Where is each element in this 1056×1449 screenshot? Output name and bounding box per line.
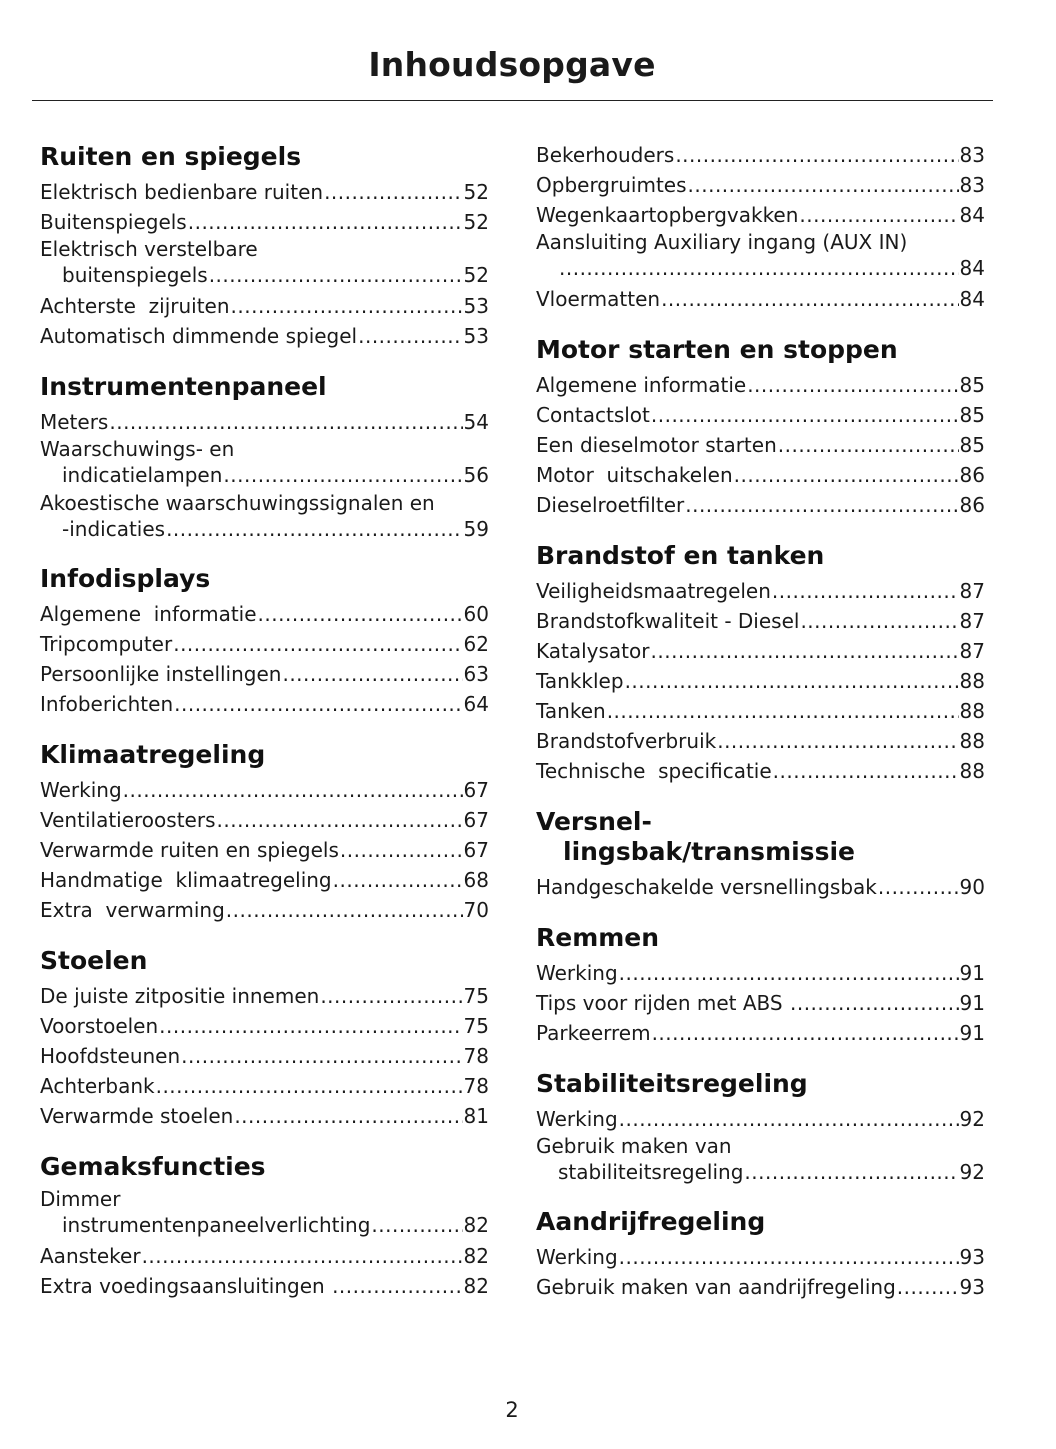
entry-title: Algemene informatie bbox=[536, 373, 747, 397]
entry-row bbox=[40, 1101, 489, 1131]
entry-row bbox=[536, 1104, 985, 1134]
toc-entry[interactable] bbox=[536, 490, 985, 520]
entry-title: Contactslot bbox=[536, 403, 650, 427]
toc-entry[interactable] bbox=[40, 1101, 489, 1131]
toc-entry[interactable] bbox=[536, 756, 985, 786]
toc-entry[interactable] bbox=[536, 666, 985, 696]
entry-title: Aansteker bbox=[40, 1244, 141, 1268]
entry-title: Elektrisch bedienbare ruiten bbox=[40, 180, 324, 204]
dot-leader bbox=[258, 599, 463, 629]
toc-section bbox=[40, 564, 489, 719]
entry-page-number: 85 bbox=[959, 373, 985, 397]
entry-row bbox=[40, 407, 489, 437]
dot-leader bbox=[772, 576, 959, 606]
dot-leader bbox=[734, 460, 959, 490]
entry-page-number: 90 bbox=[959, 875, 985, 899]
dot-leader bbox=[651, 400, 959, 430]
entry-row bbox=[40, 689, 489, 719]
dot-leader bbox=[651, 636, 959, 666]
entry-page-number: 87 bbox=[959, 639, 985, 663]
dot-leader bbox=[652, 1018, 959, 1048]
entry-title: Voorstoelen bbox=[40, 1014, 159, 1038]
entry-page-number: 93 bbox=[959, 1245, 985, 1269]
toc-section bbox=[536, 335, 985, 520]
toc-section bbox=[536, 140, 985, 314]
page-title: Inhoudsopgave bbox=[368, 45, 656, 84]
toc-entry[interactable] bbox=[40, 805, 489, 835]
toc-section bbox=[536, 807, 985, 902]
entry-title: Infoberichten bbox=[40, 692, 174, 716]
entry-title: Verwarmde stoelen bbox=[40, 1104, 234, 1128]
entry-title: Extra verwarming bbox=[40, 898, 225, 922]
entry-page-number: 53 bbox=[463, 294, 489, 318]
toc-entry[interactable] bbox=[40, 1041, 489, 1071]
entry-row bbox=[536, 490, 985, 520]
entry-row bbox=[40, 1211, 489, 1239]
toc-entry[interactable] bbox=[536, 200, 985, 230]
entry-page-number: 56 bbox=[463, 463, 489, 487]
toc-entry[interactable] bbox=[40, 1011, 489, 1041]
toc-entry[interactable] bbox=[536, 400, 985, 430]
entry-title: buitenspiegels bbox=[62, 263, 208, 287]
dot-leader bbox=[878, 872, 959, 902]
dot-leader bbox=[773, 756, 959, 786]
entry-page-number: 54 bbox=[463, 410, 489, 434]
toc-section bbox=[40, 372, 489, 543]
dot-leader bbox=[173, 629, 462, 659]
section-heading[interactable] bbox=[40, 740, 489, 770]
entry-row bbox=[536, 666, 985, 696]
toc-entry[interactable] bbox=[536, 1134, 985, 1186]
entry-row bbox=[536, 696, 985, 726]
toc-entry[interactable] bbox=[536, 1272, 985, 1302]
entry-page-number: 75 bbox=[463, 984, 489, 1008]
entry-row bbox=[40, 461, 489, 489]
dot-leader bbox=[181, 1041, 462, 1071]
entry-title-line1: Elektrisch verstelbare bbox=[40, 237, 258, 261]
entry-title: Brandstofkwaliteit - Diesel bbox=[536, 609, 800, 633]
entry-row bbox=[40, 1071, 489, 1101]
dot-leader bbox=[619, 1104, 959, 1134]
toc-entry[interactable] bbox=[40, 629, 489, 659]
entry-title: Motor uitschakelen bbox=[536, 463, 733, 487]
toc-entry[interactable] bbox=[536, 284, 985, 314]
entry-row bbox=[536, 254, 985, 282]
toc-entry[interactable] bbox=[536, 958, 985, 988]
entry-page-number: 68 bbox=[463, 868, 489, 892]
dot-leader bbox=[675, 140, 958, 170]
dot-leader bbox=[282, 659, 462, 689]
dot-leader bbox=[332, 1271, 462, 1301]
toc-section bbox=[536, 923, 985, 1048]
entry-page-number: 93 bbox=[959, 1275, 985, 1299]
section-heading-text: Brandstof en tanken bbox=[536, 541, 825, 570]
entry-title: Tripcomputer bbox=[40, 632, 173, 656]
dot-leader bbox=[688, 170, 959, 200]
entry-page-number: 59 bbox=[463, 517, 489, 541]
dot-leader bbox=[607, 696, 959, 726]
entry-row bbox=[536, 606, 985, 636]
toc-section bbox=[536, 541, 985, 786]
entry-title: Werking bbox=[40, 778, 122, 802]
section-heading-text: Ruiten en spiegels bbox=[40, 142, 302, 171]
section-heading[interactable] bbox=[536, 335, 985, 365]
entry-title: Katalysator bbox=[536, 639, 650, 663]
dot-leader bbox=[800, 606, 958, 636]
entry-row bbox=[536, 726, 985, 756]
entry-page-number: 86 bbox=[959, 493, 985, 517]
entry-page-number: 60 bbox=[463, 602, 489, 626]
entry-title: Veiligheidsmaatregelen bbox=[536, 579, 771, 603]
toc-entry[interactable] bbox=[40, 207, 489, 237]
entry-page-number: 91 bbox=[959, 991, 985, 1015]
dot-leader bbox=[747, 370, 958, 400]
entry-row bbox=[536, 170, 985, 200]
entry-title: Persoonlijke instellingen bbox=[40, 662, 282, 686]
entry-title: Vloermatten bbox=[536, 287, 661, 311]
title-divider bbox=[32, 100, 993, 101]
entry-page-number: 84 bbox=[959, 203, 985, 227]
dot-leader bbox=[109, 407, 462, 437]
section-heading-text: Motor starten en stoppen bbox=[536, 335, 898, 364]
toc-entry[interactable] bbox=[40, 865, 489, 895]
entry-page-number: 88 bbox=[959, 759, 985, 783]
entry-page-number: 92 bbox=[959, 1160, 985, 1184]
entry-row bbox=[40, 865, 489, 895]
entry-title: Verwarmde ruiten en spiegels bbox=[40, 838, 339, 862]
page-number: 2 bbox=[505, 1398, 519, 1422]
toc-entry[interactable] bbox=[40, 659, 489, 689]
dot-leader bbox=[320, 981, 462, 1011]
section-heading-text: Klimaatregeling bbox=[40, 740, 266, 769]
toc-entry[interactable] bbox=[536, 696, 985, 726]
entry-title-line1: Aansluiting Auxiliary ingang (AUX IN) bbox=[536, 230, 908, 254]
dot-leader bbox=[223, 461, 462, 489]
entry-title: Werking bbox=[536, 1245, 618, 1269]
dot-leader bbox=[156, 1071, 463, 1101]
entry-title: instrumentenpaneelverlichting bbox=[62, 1213, 371, 1237]
dot-leader bbox=[625, 666, 959, 696]
dot-leader bbox=[661, 284, 958, 314]
entry-row bbox=[40, 895, 489, 925]
toc-entry[interactable] bbox=[40, 1271, 489, 1301]
entry-page-number: 67 bbox=[463, 808, 489, 832]
toc-section bbox=[536, 1207, 985, 1302]
toc-section bbox=[40, 740, 489, 925]
entry-title: Hoofdsteunen bbox=[40, 1044, 181, 1068]
entry-row bbox=[40, 835, 489, 865]
dot-leader bbox=[324, 177, 462, 207]
section-heading[interactable] bbox=[536, 541, 985, 571]
entry-title: Technische specificatie bbox=[536, 759, 772, 783]
entry-title: Werking bbox=[536, 1107, 618, 1131]
entry-row bbox=[40, 291, 489, 321]
toc-entry[interactable] bbox=[40, 599, 489, 629]
entry-row bbox=[536, 284, 985, 314]
dot-leader bbox=[333, 865, 463, 895]
entry-page-number: 64 bbox=[463, 692, 489, 716]
entry-row bbox=[536, 1272, 985, 1302]
dot-leader bbox=[685, 490, 958, 520]
entry-title: Gebruik maken van aandrijfregeling bbox=[536, 1275, 896, 1299]
dot-leader bbox=[159, 1011, 462, 1041]
entry-row bbox=[536, 988, 985, 1018]
section-heading[interactable] bbox=[40, 1152, 489, 1182]
toc-entry[interactable] bbox=[536, 430, 985, 460]
toc-entry[interactable] bbox=[536, 636, 985, 666]
entry-row bbox=[40, 805, 489, 835]
toc-section bbox=[40, 946, 489, 1131]
section-heading-text: Stabiliteitsregeling bbox=[536, 1069, 808, 1098]
dot-leader bbox=[188, 207, 463, 237]
toc-entry[interactable] bbox=[40, 177, 489, 207]
dot-leader bbox=[744, 1158, 958, 1186]
entry-page-number: 88 bbox=[959, 699, 985, 723]
toc-entry[interactable] bbox=[536, 1018, 985, 1048]
dot-leader bbox=[717, 726, 958, 756]
toc-entry[interactable] bbox=[40, 321, 489, 351]
entry-page-number: 75 bbox=[463, 1014, 489, 1038]
entry-title: Algemene informatie bbox=[40, 602, 257, 626]
entry-page-number: 85 bbox=[959, 433, 985, 457]
toc-entry[interactable] bbox=[40, 407, 489, 437]
section-heading-text: Stoelen bbox=[40, 946, 148, 975]
entry-page-number: 52 bbox=[463, 180, 489, 204]
entry-row bbox=[40, 659, 489, 689]
entry-title: Buitenspiegels bbox=[40, 210, 187, 234]
entry-page-number: 83 bbox=[959, 143, 985, 167]
dot-leader bbox=[897, 1272, 959, 1302]
entry-title-line1: Gebruik maken van bbox=[536, 1134, 732, 1158]
entry-title: Tanken bbox=[536, 699, 606, 723]
entry-page-number: 88 bbox=[959, 729, 985, 753]
toc-entry[interactable] bbox=[40, 291, 489, 321]
entry-title-line1: Waarschuwings- en bbox=[40, 437, 235, 461]
entry-page-number: 52 bbox=[463, 210, 489, 234]
dot-leader bbox=[123, 775, 463, 805]
entry-page-number: 91 bbox=[959, 1021, 985, 1045]
entry-page-number: 87 bbox=[959, 609, 985, 633]
dot-leader bbox=[234, 1101, 462, 1131]
dot-leader bbox=[619, 1242, 959, 1272]
entry-title: Meters bbox=[40, 410, 109, 434]
toc-entry[interactable] bbox=[40, 981, 489, 1011]
entry-title: Extra voedingsaansluitingen bbox=[40, 1274, 332, 1298]
toc-entry[interactable] bbox=[40, 895, 489, 925]
toc-right-column bbox=[536, 140, 985, 1323]
entry-title: Handmatige klimaatregeling bbox=[40, 868, 332, 892]
dot-leader bbox=[778, 430, 959, 460]
entry-row bbox=[40, 629, 489, 659]
entry-row bbox=[40, 261, 489, 289]
entry-page-number: 83 bbox=[959, 173, 985, 197]
entry-row bbox=[40, 207, 489, 237]
entry-title-line1: Dimmer bbox=[40, 1187, 121, 1211]
toc-entry[interactable] bbox=[40, 1241, 489, 1271]
entry-page-number: 85 bbox=[959, 403, 985, 427]
toc-entry[interactable] bbox=[536, 230, 985, 282]
entry-row bbox=[536, 400, 985, 430]
entry-row bbox=[40, 1011, 489, 1041]
entry-title: Tankklep bbox=[536, 669, 624, 693]
toc-entry[interactable] bbox=[40, 1187, 489, 1239]
section-heading-text: Aandrijfregeling bbox=[536, 1207, 766, 1236]
entry-title: Parkeerrem bbox=[536, 1021, 651, 1045]
toc-entry[interactable] bbox=[536, 460, 985, 490]
entry-title: Achterbank bbox=[40, 1074, 155, 1098]
dot-leader bbox=[142, 1241, 463, 1271]
toc-entry[interactable] bbox=[40, 491, 489, 543]
entry-row bbox=[40, 1241, 489, 1271]
entry-title: Automatisch dimmende spiegel bbox=[40, 324, 358, 348]
entry-row bbox=[40, 177, 489, 207]
entry-title: Handgeschakelde versnellingsbak bbox=[536, 875, 877, 899]
toc-entry[interactable] bbox=[40, 437, 489, 489]
entry-row bbox=[536, 140, 985, 170]
entry-row bbox=[536, 576, 985, 606]
section-heading[interactable] bbox=[536, 1069, 985, 1099]
entry-page-number: 53 bbox=[463, 324, 489, 348]
entry-row bbox=[536, 1158, 985, 1186]
toc-entry[interactable] bbox=[536, 606, 985, 636]
dot-leader bbox=[790, 988, 959, 1018]
entry-row bbox=[40, 321, 489, 351]
entry-page-number: 70 bbox=[463, 898, 489, 922]
entry-page-number: 82 bbox=[463, 1274, 489, 1298]
section-heading[interactable] bbox=[536, 1207, 985, 1237]
entry-title: Bekerhouders bbox=[536, 143, 675, 167]
entry-row bbox=[536, 636, 985, 666]
toc-entry[interactable] bbox=[536, 576, 985, 606]
entry-title: Opbergruimtes bbox=[536, 173, 687, 197]
entry-row bbox=[536, 430, 985, 460]
section-heading[interactable] bbox=[40, 142, 489, 172]
toc-left-column bbox=[40, 142, 489, 1322]
entry-row bbox=[40, 981, 489, 1011]
entry-title: Brandstofverbruik bbox=[536, 729, 717, 753]
toc-entry[interactable] bbox=[536, 1104, 985, 1134]
entry-row bbox=[40, 775, 489, 805]
section-heading-text: Infodisplays bbox=[40, 564, 211, 593]
section-heading[interactable] bbox=[536, 923, 985, 953]
entry-title: Wegenkaartopbergvakken bbox=[536, 203, 799, 227]
entry-row bbox=[40, 599, 489, 629]
entry-row bbox=[536, 1242, 985, 1272]
entry-page-number: 78 bbox=[463, 1074, 489, 1098]
entry-page-number: 84 bbox=[959, 287, 985, 311]
dot-leader bbox=[217, 805, 463, 835]
entry-page-number: 67 bbox=[463, 778, 489, 802]
entry-page-number: 91 bbox=[959, 961, 985, 985]
entry-title: Werking bbox=[536, 961, 618, 985]
entry-page-number: 67 bbox=[463, 838, 489, 862]
dot-leader bbox=[340, 835, 463, 865]
entry-row bbox=[536, 1018, 985, 1048]
toc-section bbox=[40, 1152, 489, 1301]
dot-leader bbox=[799, 200, 958, 230]
dot-leader bbox=[174, 689, 462, 719]
entry-row bbox=[536, 460, 985, 490]
entry-page-number: 63 bbox=[463, 662, 489, 686]
entry-row bbox=[536, 756, 985, 786]
toc-entry[interactable] bbox=[536, 726, 985, 756]
entry-title: Ventilatieroosters bbox=[40, 808, 216, 832]
entry-page-number: 81 bbox=[463, 1104, 489, 1128]
section-heading[interactable] bbox=[40, 372, 489, 402]
section-heading-text: Remmen bbox=[536, 923, 660, 952]
toc-entry[interactable] bbox=[40, 835, 489, 865]
entry-title: Een dieselmotor starten bbox=[536, 433, 777, 457]
dot-leader bbox=[358, 321, 462, 351]
dot-leader bbox=[371, 1211, 462, 1239]
entry-title: -indicaties bbox=[62, 517, 166, 541]
dot-leader bbox=[619, 958, 959, 988]
dot-leader bbox=[166, 515, 462, 543]
entry-page-number: 84 bbox=[959, 256, 985, 280]
toc-section bbox=[40, 142, 489, 351]
section-heading[interactable] bbox=[40, 564, 489, 594]
dot-leader bbox=[231, 291, 463, 321]
entry-page-number: 82 bbox=[463, 1213, 489, 1237]
entry-row bbox=[536, 370, 985, 400]
entry-row bbox=[536, 872, 985, 902]
entry-page-number: 52 bbox=[463, 263, 489, 287]
toc-entry[interactable] bbox=[40, 775, 489, 805]
section-heading-text: Versnel- bbox=[536, 807, 652, 836]
entry-row bbox=[536, 958, 985, 988]
toc-entry[interactable] bbox=[40, 237, 489, 289]
entry-row bbox=[536, 200, 985, 230]
entry-page-number: 62 bbox=[463, 632, 489, 656]
entry-title: stabiliteitsregeling bbox=[558, 1160, 744, 1184]
entry-page-number: 92 bbox=[959, 1107, 985, 1131]
entry-page-number: 78 bbox=[463, 1044, 489, 1068]
entry-title: Dieselroetfilter bbox=[536, 493, 685, 517]
entry-title: Achterste zijruiten bbox=[40, 294, 230, 318]
toc-entry[interactable] bbox=[536, 370, 985, 400]
section-heading[interactable] bbox=[40, 946, 489, 976]
dot-leader bbox=[226, 895, 463, 925]
entry-page-number: 86 bbox=[959, 463, 985, 487]
entry-page-number: 88 bbox=[959, 669, 985, 693]
entry-title: indicatielampen bbox=[62, 463, 223, 487]
dot-leader bbox=[559, 254, 959, 282]
toc-entry[interactable] bbox=[536, 140, 985, 170]
entry-title-line1: Akoestische waarschuwingssignalen en bbox=[40, 491, 435, 515]
entry-row bbox=[40, 515, 489, 543]
entry-row bbox=[40, 1271, 489, 1301]
toc-entry[interactable] bbox=[40, 689, 489, 719]
section-heading-text: Gemaksfuncties bbox=[40, 1152, 266, 1181]
toc-entry[interactable] bbox=[536, 1242, 985, 1272]
entry-title: De juiste zitpositie innemen bbox=[40, 984, 320, 1008]
entry-page-number: 82 bbox=[463, 1244, 489, 1268]
toc-entry[interactable] bbox=[536, 988, 985, 1018]
section-heading-text: Instrumentenpaneel bbox=[40, 372, 327, 401]
entry-row bbox=[40, 1041, 489, 1071]
entry-title: Tips voor rijden met ABS bbox=[536, 991, 789, 1015]
section-heading-text-line2: lingsbak/transmissie bbox=[563, 837, 855, 866]
dot-leader bbox=[209, 261, 463, 289]
toc-entry[interactable] bbox=[536, 872, 985, 902]
toc-section bbox=[536, 1069, 985, 1186]
entry-page-number: 87 bbox=[959, 579, 985, 603]
toc-entry[interactable] bbox=[40, 1071, 489, 1101]
toc-entry[interactable] bbox=[536, 170, 985, 200]
section-heading[interactable] bbox=[536, 807, 985, 867]
